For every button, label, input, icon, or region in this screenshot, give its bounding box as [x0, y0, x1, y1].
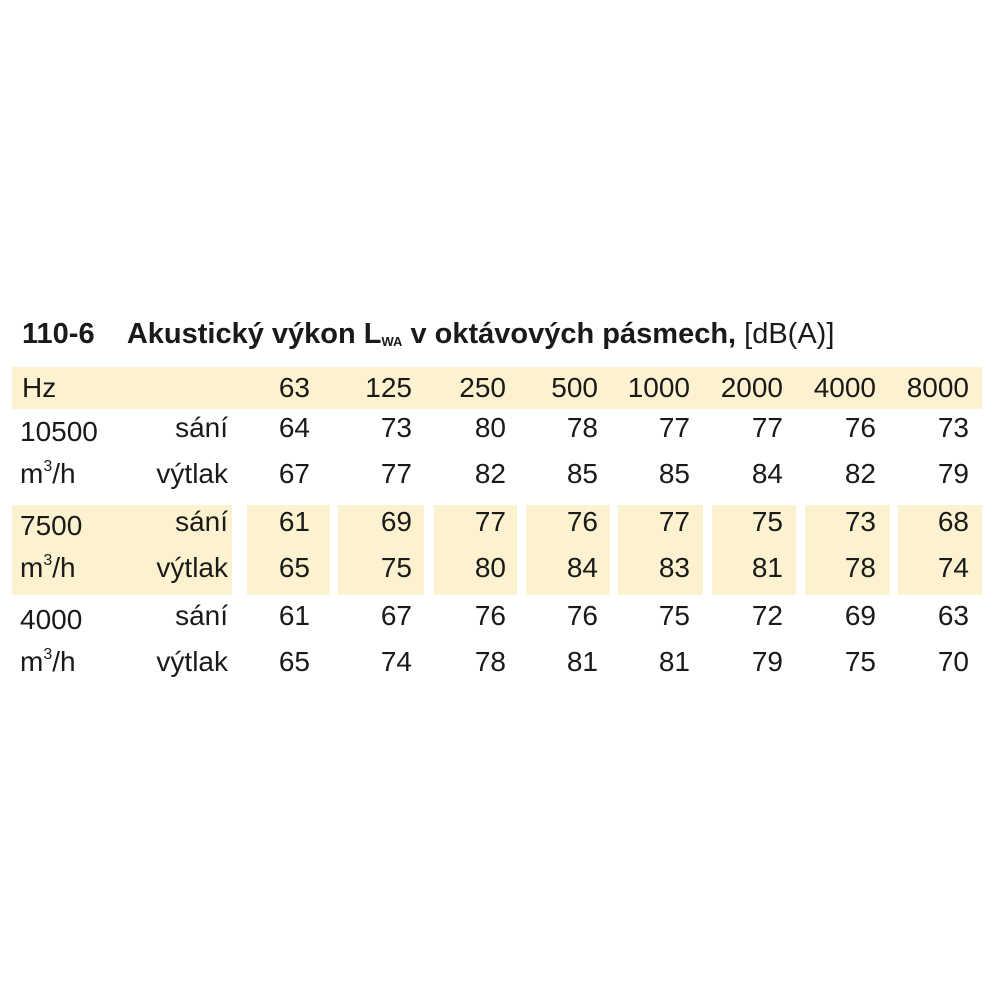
table-cell: 78	[844, 552, 876, 583]
table-cell: 81	[658, 646, 690, 677]
flow-group-7500	[12, 503, 982, 597]
table-cell: 76	[844, 412, 876, 443]
table-cell: 77	[380, 458, 412, 489]
flow-unit	[20, 551, 76, 585]
table-cell: 73	[380, 412, 412, 443]
flow-value: 4000	[20, 604, 83, 635]
table-cell: 76	[566, 506, 598, 537]
flow-unit	[20, 645, 76, 679]
table-cell: 77	[474, 506, 506, 537]
band-header-2000: 2000	[720, 372, 783, 403]
table-cell: 85	[566, 458, 598, 489]
table-cell: 78	[566, 412, 598, 443]
table-cell: 74	[380, 646, 412, 677]
table-cell: 79	[937, 458, 969, 489]
title-text: Akustický výkon L	[126, 318, 382, 350]
table-cell: 81	[751, 552, 783, 583]
table-cell: 75	[658, 600, 690, 631]
flow-unit-rest: /h	[52, 552, 76, 583]
row-label-sani: sání	[175, 412, 228, 443]
table-cell: 69	[844, 600, 876, 631]
table-cell: 65	[278, 646, 310, 677]
table-cell: 70	[937, 646, 969, 677]
flow-unit	[20, 457, 76, 491]
table-cell: 77	[658, 412, 690, 443]
flow-unit-base: m	[20, 646, 44, 677]
table-cell: 83	[658, 552, 690, 583]
title-subscript: WA	[381, 334, 403, 349]
table-cell: 77	[658, 506, 690, 537]
table-cell: 79	[751, 646, 783, 677]
table-cell: 65	[278, 552, 310, 583]
flow-value: 10500	[20, 416, 98, 447]
row-label-sani: sání	[175, 506, 228, 537]
band-header-1000: 1000	[627, 372, 690, 403]
row-label-vytlak: výtlak	[156, 458, 228, 489]
table-cell: 68	[937, 506, 969, 537]
band-header-63: 63	[278, 372, 310, 403]
table-cell: 82	[474, 458, 506, 489]
band-header-125: 125	[365, 372, 412, 403]
row-label-vytlak: výtlak	[156, 552, 228, 583]
table-cell: 81	[566, 646, 598, 677]
title-text-after: v oktávových pásmech,	[402, 318, 737, 350]
table-cell: 82	[844, 458, 876, 489]
band-header-8000: 8000	[906, 372, 969, 403]
table-cell: 69	[380, 506, 412, 537]
frequency-header-row	[12, 367, 982, 409]
hz-label: Hz	[22, 372, 57, 403]
table-cell: 61	[278, 506, 310, 537]
table-cell: 73	[844, 506, 876, 537]
table-cell: 63	[937, 600, 969, 631]
table-cell: 75	[844, 646, 876, 677]
flow-unit-base: m	[20, 552, 44, 583]
title-code: 110-6	[22, 318, 95, 350]
table-cell: 61	[278, 600, 310, 631]
flow-unit-exponent: 3	[43, 552, 53, 569]
row-label-vytlak: výtlak	[156, 646, 228, 677]
flow-unit-exponent: 3	[43, 458, 53, 475]
flow-unit-exponent: 3	[43, 646, 53, 663]
table-cell: 67	[278, 458, 310, 489]
table-cell: 75	[751, 506, 783, 537]
band-header-4000: 4000	[813, 372, 876, 403]
table-cell: 67	[380, 600, 412, 631]
flow-unit-rest: /h	[52, 646, 76, 677]
table-cell: 85	[658, 458, 690, 489]
table-title	[22, 314, 834, 354]
title-unit: [dB(A)]	[744, 318, 835, 350]
table-cell: 84	[751, 458, 783, 489]
table-cell: 76	[474, 600, 506, 631]
table-cell: 74	[937, 552, 969, 583]
table-cell: 78	[474, 646, 506, 677]
table-cell: 75	[380, 552, 412, 583]
table-cell: 84	[566, 552, 598, 583]
table-cell: 72	[751, 600, 783, 631]
flow-value: 7500	[20, 510, 83, 541]
band-header-250: 250	[459, 372, 506, 403]
table-cell: 73	[937, 412, 969, 443]
flow-unit-rest: /h	[52, 458, 76, 489]
table-cell: 76	[566, 600, 598, 631]
table-cell: 64	[278, 412, 310, 443]
table-cell: 80	[474, 552, 506, 583]
flow-group-10500	[12, 409, 982, 503]
acoustic-power-table	[12, 367, 982, 691]
table-cell: 80	[474, 412, 506, 443]
table-cell: 77	[751, 412, 783, 443]
flow-unit-base: m	[20, 458, 44, 489]
flow-group-4000	[12, 597, 982, 691]
row-label-sani: sání	[175, 600, 228, 631]
band-header-500: 500	[551, 372, 598, 403]
